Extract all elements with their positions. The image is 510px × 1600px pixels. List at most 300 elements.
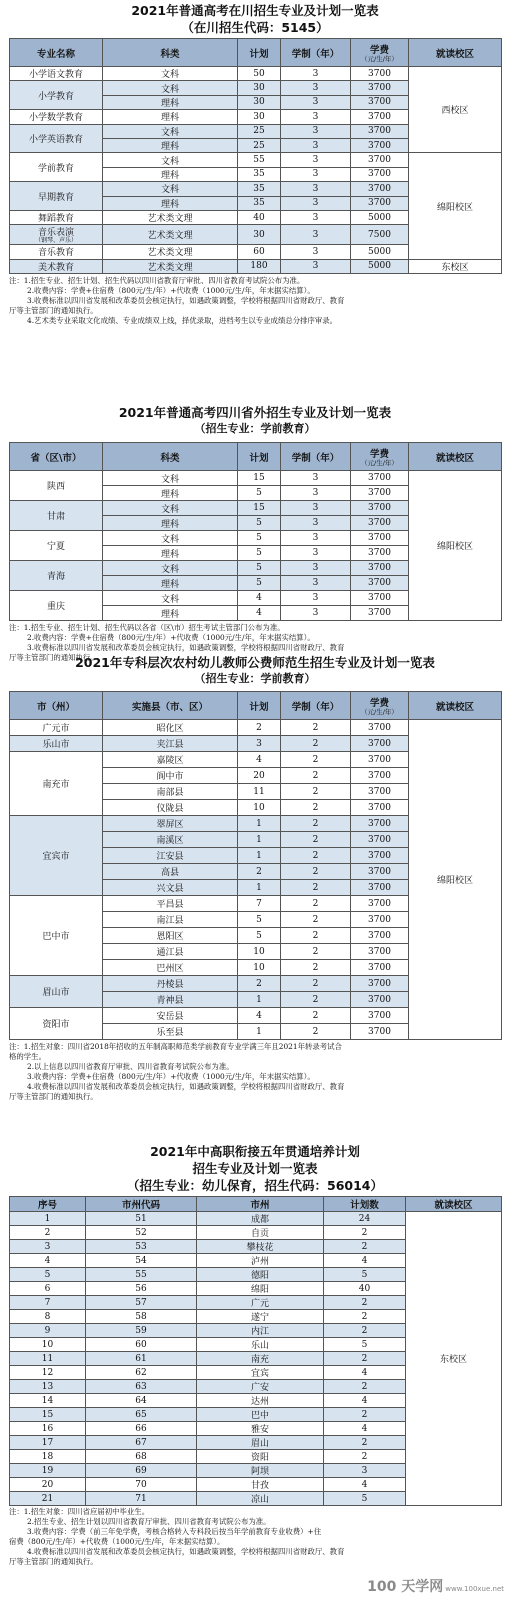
header-category: 科类: [103, 443, 238, 471]
table-row: [10, 471, 502, 486]
years-cell: 3: [281, 486, 351, 501]
plan-count-cell: 5: [324, 1338, 406, 1352]
fee-cell: 3700: [351, 591, 409, 606]
header-category: 科类: [103, 39, 238, 67]
number-cell: 11: [10, 1352, 86, 1366]
category-cell: 文科: [103, 591, 238, 606]
fee-cell: 3700: [351, 832, 409, 848]
years-cell: 3: [281, 110, 351, 124]
plan-cell: 20: [238, 768, 281, 784]
city-cell: 南充市: [10, 752, 103, 816]
county-cell: 恩阳区: [103, 928, 238, 944]
county-cell: 仪陇县: [103, 800, 238, 816]
years-cell: 2: [281, 928, 351, 944]
years-cell: 3: [281, 167, 351, 181]
fee-cell: 3700: [351, 848, 409, 864]
fee-cell: 3700: [351, 606, 409, 621]
section-2-table: [9, 442, 502, 621]
years-cell: 2: [281, 960, 351, 976]
category-cell: 理科: [103, 138, 238, 152]
major-cell: [10, 110, 103, 124]
plan-cell: 4: [238, 752, 281, 768]
table-row: [10, 67, 502, 81]
note-line: 厅等主管部门的通知执行。: [9, 1557, 98, 1566]
number-cell: 15: [10, 1408, 86, 1422]
plan-count-cell: 2: [324, 1324, 406, 1338]
table-header-row: [10, 39, 502, 67]
number-cell: 2: [10, 1226, 86, 1240]
years-cell: 3: [281, 259, 351, 273]
years-cell: 2: [281, 816, 351, 832]
city-cell: 攀枝花: [197, 1240, 324, 1254]
plan-cell: 1: [238, 1024, 281, 1040]
fee-cell: 3700: [351, 516, 409, 531]
section-4-notes: [9, 1507, 501, 1567]
county-cell: 安岳县: [103, 1008, 238, 1024]
note-line: 厅等主管部门的通知执行。: [9, 1092, 98, 1101]
number-cell: 3: [10, 1240, 86, 1254]
plan-cell: 35: [238, 182, 281, 196]
header-campus: 就读校区: [409, 39, 502, 67]
county-cell: 高县: [103, 864, 238, 880]
plan-cell: 11: [238, 784, 281, 800]
header-fee: 学费 （元/生/年）: [351, 443, 409, 471]
city-code-cell: 53: [86, 1240, 197, 1254]
county-cell: 兴文县: [103, 880, 238, 896]
header-campus: 就读校区: [406, 1197, 502, 1212]
plan-cell: 30: [238, 95, 281, 109]
city-code-cell: 55: [86, 1268, 197, 1282]
years-cell: 3: [281, 182, 351, 196]
table-row: [10, 259, 502, 273]
note-line: 格的学生。: [9, 1052, 46, 1061]
header-campus: 就读校区: [409, 692, 502, 720]
campus-cell: 西校区: [409, 67, 502, 153]
number-cell: 20: [10, 1478, 86, 1492]
category-cell: 理科: [103, 196, 238, 210]
header-fee: 学费 （元/生/年）: [351, 692, 409, 720]
city-code-cell: 56: [86, 1282, 197, 1296]
years-cell: 2: [281, 864, 351, 880]
fee-cell: 3700: [351, 471, 409, 486]
plan-cell: 1: [238, 848, 281, 864]
city-code-cell: 68: [86, 1450, 197, 1464]
fee-cell: 5000: [351, 245, 409, 259]
note-line: 厅等主管部门的通知执行。: [9, 653, 98, 662]
city-cell: 眉山: [197, 1436, 324, 1450]
plan-count-cell: 5: [324, 1492, 406, 1506]
fee-cell: 3700: [351, 912, 409, 928]
major-cell: [10, 182, 103, 211]
section-1-table: [9, 38, 502, 274]
city-cell: 广安: [197, 1380, 324, 1394]
city-cell: 广元市: [10, 720, 103, 736]
years-cell: 2: [281, 800, 351, 816]
city-cell: 德阳: [197, 1268, 324, 1282]
header-plan-count: 计划数: [324, 1197, 406, 1212]
city-code-cell: 52: [86, 1226, 197, 1240]
city-code-cell: 66: [86, 1422, 197, 1436]
years-cell: 2: [281, 912, 351, 928]
fee-cell: 3700: [351, 896, 409, 912]
city-cell: 泸州: [197, 1254, 324, 1268]
plan-cell: 5: [238, 486, 281, 501]
city-code-cell: 62: [86, 1366, 197, 1380]
section-3-title: 2021年专科层次农村幼儿教师公费师范生招生专业及计划一览表: [75, 655, 435, 670]
county-cell: 昭化区: [103, 720, 238, 736]
number-cell: 17: [10, 1436, 86, 1450]
city-code-cell: 65: [86, 1408, 197, 1422]
county-cell: 夹江县: [103, 736, 238, 752]
county-cell: 翠屏区: [103, 816, 238, 832]
city-cell: 宜宾市: [10, 816, 103, 896]
plan-count-cell: 2: [324, 1240, 406, 1254]
plan-cell: 30: [238, 225, 281, 245]
province-cell: 陕西: [10, 471, 103, 501]
major-cell: [10, 225, 103, 245]
major-name: 舞蹈教育: [37, 214, 74, 225]
plan-cell: 15: [238, 501, 281, 516]
category-cell: 文科: [103, 153, 238, 167]
header-plan: 计划: [238, 443, 281, 471]
header-years: 学制（年）: [281, 692, 351, 720]
province-cell: 甘肃: [10, 501, 103, 531]
county-cell: 乐至县: [103, 1024, 238, 1040]
category-cell: 理科: [103, 576, 238, 591]
city-cell: 内江: [197, 1324, 324, 1338]
major-name: 小学数学教育: [28, 113, 83, 124]
section-3-subtitle: （招生专业：学前教育）: [194, 672, 316, 685]
fee-cell: 3700: [351, 486, 409, 501]
fee-cell: 3700: [351, 110, 409, 124]
category-cell: 艺术类文理: [103, 225, 238, 245]
note-line: 4.收费标准以四川省发展和改革委员会核定执行，如遇政策调整，学校将根据四川省财政厅、教育: [27, 1547, 345, 1556]
table-row: [10, 720, 502, 736]
plan-cell: 1: [238, 832, 281, 848]
major-cell: [10, 245, 103, 259]
county-cell: 南溪区: [103, 832, 238, 848]
years-cell: 2: [281, 848, 351, 864]
category-cell: 理科: [103, 95, 238, 109]
category-cell: 文科: [103, 501, 238, 516]
city-cell: 巴中: [197, 1408, 324, 1422]
section-2-subtitle: （招生专业：学前教育）: [194, 422, 316, 435]
plan-cell: 5: [238, 516, 281, 531]
city-cell: 雅安: [197, 1422, 324, 1436]
plan-count-cell: 4: [324, 1422, 406, 1436]
fee-cell: 3700: [351, 153, 409, 167]
fee-cell: 5000: [351, 259, 409, 273]
years-cell: 3: [281, 153, 351, 167]
major-cell: [10, 153, 103, 182]
fee-cell: 3700: [351, 784, 409, 800]
city-cell: 广元: [197, 1296, 324, 1310]
plan-cell: 2: [238, 720, 281, 736]
fee-cell: 3700: [351, 67, 409, 81]
section-4-subtitle: （招生专业：幼儿保育，招生代码：56014）: [127, 1178, 383, 1193]
county-cell: 阆中市: [103, 768, 238, 784]
years-cell: 3: [281, 210, 351, 224]
city-code-cell: 67: [86, 1436, 197, 1450]
years-cell: 3: [281, 245, 351, 259]
city-cell: 巴中市: [10, 896, 103, 976]
plan-cell: 10: [238, 800, 281, 816]
county-cell: 巴州区: [103, 960, 238, 976]
plan-cell: 7: [238, 896, 281, 912]
city-code-cell: 70: [86, 1478, 197, 1492]
fee-cell: 3700: [351, 138, 409, 152]
header-code: 市州代码: [86, 1197, 197, 1212]
major-note: （钢琴、声乐）: [34, 237, 77, 245]
header-major: 专业名称: [10, 39, 103, 67]
note-line: 注：1.招生专业、招生计划、招生代码以四川省教育厅审批、四川省教育考试院公布为准。: [9, 276, 305, 286]
city-code-cell: 64: [86, 1394, 197, 1408]
fee-cell: 3700: [351, 561, 409, 576]
major-cell: [10, 124, 103, 153]
section-rural-teachers: [0, 654, 510, 1102]
table-row: [10, 153, 502, 167]
campus-cell: 东校区: [409, 259, 502, 273]
fee-cell: 3700: [351, 880, 409, 896]
city-cell: 成都: [197, 1212, 324, 1226]
category-cell: 文科: [103, 531, 238, 546]
city-cell: 资阳市: [10, 1008, 103, 1040]
header-campus: 就读校区: [409, 443, 502, 471]
header-plan: 计划: [238, 692, 281, 720]
years-cell: 3: [281, 471, 351, 486]
plan-count-cell: 4: [324, 1394, 406, 1408]
fee-cell: 3700: [351, 800, 409, 816]
plan-cell: 5: [238, 912, 281, 928]
years-cell: 2: [281, 720, 351, 736]
header-province: 省（区\市）: [10, 443, 103, 471]
note-line: 3.收费标准以四川省发展和改革委员会核定执行，如遇政策调整，学校将根据四川省财政厅、教育: [27, 296, 345, 306]
note-line: 注：1.招生对象：四川省2018年招收的五年制高职师范类学前教育专业学满三年且2021年转录考试合: [9, 1042, 342, 1051]
major-name: 美术教育: [37, 262, 74, 273]
years-cell: 2: [281, 736, 351, 752]
number-cell: 16: [10, 1422, 86, 1436]
category-cell: 理科: [103, 486, 238, 501]
plan-cell: 1: [238, 816, 281, 832]
fee-cell: 3700: [351, 182, 409, 196]
years-cell: 3: [281, 81, 351, 95]
major-name: 早期教育: [37, 192, 74, 203]
note-line: 4.艺术类专业采取文化成绩、专业成绩双上线，择优录取，进档考生以专业成绩总分排序审录。: [27, 316, 338, 326]
fee-cell: 3700: [351, 546, 409, 561]
city-code-cell: 61: [86, 1352, 197, 1366]
city-code-cell: 54: [86, 1254, 197, 1268]
major-name: 小学语文教育: [28, 70, 83, 81]
header-city: 市州: [197, 1197, 324, 1212]
fee-cell: 3700: [351, 576, 409, 591]
section-2-title: 2021年普通高考四川省外招生专业及计划一览表: [118, 405, 392, 420]
county-cell: 通江县: [103, 944, 238, 960]
plan-cell: 3: [238, 736, 281, 752]
category-cell: 理科: [103, 606, 238, 621]
section-1-subtitle: （在川招生代码：5145）: [181, 20, 329, 35]
category-cell: 艺术类文理: [103, 245, 238, 259]
category-cell: 文科: [103, 561, 238, 576]
county-cell: 青神县: [103, 992, 238, 1008]
header-county: 实施县（市、区）: [103, 692, 238, 720]
county-cell: 平昌县: [103, 896, 238, 912]
county-cell: 嘉陵区: [103, 752, 238, 768]
note-line: 2.招生专业、招生计划以四川省教育厅审批、四川省教育考试院公布为准。: [27, 1517, 271, 1526]
fee-cell: 3700: [351, 1008, 409, 1024]
section-3-table: [9, 691, 502, 1040]
major-cell: [10, 210, 103, 224]
number-cell: 18: [10, 1450, 86, 1464]
number-cell: 5: [10, 1268, 86, 1282]
city-cell: 凉山: [197, 1492, 324, 1506]
table-header-row: [10, 692, 502, 720]
city-code-cell: 51: [86, 1212, 197, 1226]
years-cell: 2: [281, 832, 351, 848]
plan-count-cell: 4: [324, 1366, 406, 1380]
note-line: 3.收费内容：学费+住宿费（800元/生/年）+代收费（1000元/生/年，年末据实结算）。: [27, 1072, 315, 1081]
number-cell: 21: [10, 1492, 86, 1506]
fee-cell: 3700: [351, 167, 409, 181]
section-3-notes: [9, 1042, 501, 1102]
section-out-of-province: [0, 404, 510, 663]
campus-cell: 绵阳校区: [409, 153, 502, 259]
years-cell: 2: [281, 880, 351, 896]
plan-count-cell: 5: [324, 1268, 406, 1282]
plan-count-cell: 2: [324, 1408, 406, 1422]
plan-count-cell: 2: [324, 1226, 406, 1240]
number-cell: 19: [10, 1464, 86, 1478]
header-no: 序号: [10, 1197, 86, 1212]
plan-cell: 30: [238, 81, 281, 95]
fee-cell: 3700: [351, 196, 409, 210]
plan-cell: 35: [238, 167, 281, 181]
major-cell: [10, 259, 103, 273]
city-cell: 宜宾: [197, 1366, 324, 1380]
section-1-notes: [9, 276, 501, 326]
note-line: 3.收费内容：学费（前三年免学费，考核合格转入专科段后按当年学前教育专业收费）+住: [27, 1527, 322, 1536]
fee-cell: 3700: [351, 768, 409, 784]
plan-count-cell: 24: [324, 1212, 406, 1226]
plan-count-cell: 4: [324, 1254, 406, 1268]
fee-cell: 3700: [351, 944, 409, 960]
years-cell: 2: [281, 752, 351, 768]
fee-cell: 3700: [351, 1024, 409, 1040]
plan-cell: 4: [238, 591, 281, 606]
city-cell: 资阳: [197, 1450, 324, 1464]
plan-count-cell: 3: [324, 1464, 406, 1478]
years-cell: 3: [281, 138, 351, 152]
years-cell: 3: [281, 576, 351, 591]
note-line: 2.收费内容：学费+住宿费（800元/生/年）+代收费（1000元/生/年，年末据实结算）。: [27, 633, 315, 642]
note-line: 3.收费标准以四川省发展和改革委员会核定执行，如遇政策调整，学校将根据四川省财政厅、教育: [27, 643, 345, 652]
plan-count-cell: 2: [324, 1450, 406, 1464]
city-code-cell: 59: [86, 1324, 197, 1338]
category-cell: 文科: [103, 67, 238, 81]
major-name: 学前教育: [37, 163, 74, 174]
plan-cell: 1: [238, 992, 281, 1008]
years-cell: 2: [281, 768, 351, 784]
plan-cell: 35: [238, 196, 281, 210]
fee-cell: 3700: [351, 736, 409, 752]
city-code-cell: 60: [86, 1338, 197, 1352]
years-cell: 3: [281, 591, 351, 606]
fee-cell: 7500: [351, 225, 409, 245]
city-cell: 乐山市: [10, 736, 103, 752]
plan-cell: 25: [238, 138, 281, 152]
years-cell: 2: [281, 992, 351, 1008]
plan-cell: 2: [238, 976, 281, 992]
note-line: 宿费（800元/生/年）+代收费（1000元/生/年，年末据实结算）。: [9, 1537, 225, 1546]
years-cell: 2: [281, 944, 351, 960]
fee-cell: 3700: [351, 124, 409, 138]
note-line: 注：1.招生对象：四川省应届初中毕业生。: [9, 1507, 150, 1516]
note-line: 厅等主管部门的通知执行。: [9, 306, 98, 316]
category-cell: 文科: [103, 81, 238, 95]
number-cell: 9: [10, 1324, 86, 1338]
county-cell: 江安县: [103, 848, 238, 864]
plan-cell: 15: [238, 471, 281, 486]
number-cell: 7: [10, 1296, 86, 1310]
category-cell: 文科: [103, 182, 238, 196]
fee-cell: 3700: [351, 928, 409, 944]
note-line: 2.收费内容：学费+住宿费（800元/生/年）+代收费（1000元/生/年，年末据实结算）。: [27, 286, 315, 296]
campus-cell: 东校区: [406, 1212, 502, 1506]
fee-cell: 5000: [351, 210, 409, 224]
plan-cell: 4: [238, 1008, 281, 1024]
category-cell: 理科: [103, 110, 238, 124]
major-cell: [10, 81, 103, 110]
years-cell: 3: [281, 225, 351, 245]
city-cell: 眉山市: [10, 976, 103, 1008]
city-cell: 甘孜: [197, 1478, 324, 1492]
plan-cell: 180: [238, 259, 281, 273]
fee-cell: 3700: [351, 720, 409, 736]
section-4-title-line2: 招生专业及计划一览表: [192, 1161, 318, 1176]
years-cell: 3: [281, 516, 351, 531]
major-name: 音乐表演: [37, 228, 74, 239]
city-cell: 阿坝: [197, 1464, 324, 1478]
plan-cell: 10: [238, 960, 281, 976]
plan-cell: 5: [238, 928, 281, 944]
category-cell: 艺术类文理: [103, 259, 238, 273]
fee-cell: 3700: [351, 976, 409, 992]
years-cell: 3: [281, 196, 351, 210]
province-cell: 青海: [10, 561, 103, 591]
fee-cell: 3700: [351, 992, 409, 1008]
plan-cell: 5: [238, 561, 281, 576]
province-cell: 重庆: [10, 591, 103, 621]
plan-cell: 25: [238, 124, 281, 138]
years-cell: 2: [281, 976, 351, 992]
fee-cell: 3700: [351, 81, 409, 95]
years-cell: 3: [281, 546, 351, 561]
fee-cell: 3700: [351, 95, 409, 109]
major-name: 小学英语教育: [28, 134, 83, 145]
county-cell: 丹棱县: [103, 976, 238, 992]
plan-count-cell: 40: [324, 1282, 406, 1296]
number-cell: 10: [10, 1338, 86, 1352]
table-header-row: [10, 1197, 502, 1212]
plan-cell: 5: [238, 546, 281, 561]
header-plan: 计划: [238, 39, 281, 67]
city-cell: 乐山: [197, 1338, 324, 1352]
fee-cell: 3700: [351, 501, 409, 516]
watermark-site: www.100xue.net: [445, 1585, 504, 1593]
years-cell: 3: [281, 561, 351, 576]
header-years: 学制（年）: [281, 39, 351, 67]
years-cell: 2: [281, 1008, 351, 1024]
county-cell: 南部县: [103, 784, 238, 800]
